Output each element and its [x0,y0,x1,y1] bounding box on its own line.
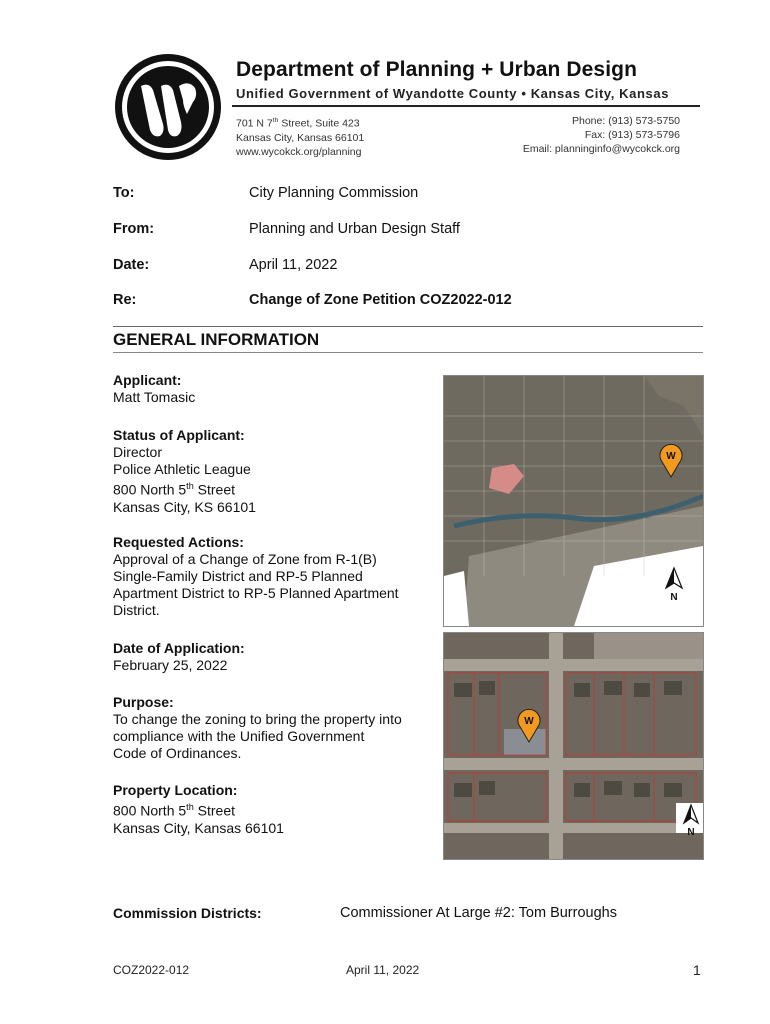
from-label: From: [113,221,155,237]
wyandotte-logo [113,52,223,162]
date-application-value: February 25, 2022 [113,657,228,673]
applicant-block [113,372,431,406]
area-overview-map [443,375,704,627]
header-divider [232,105,700,107]
status-line: 800 North 5th Street [113,481,236,498]
north-arrow-icon [680,803,702,837]
address-line-2: Kansas City, Kansas 66101 [236,131,365,144]
email-link[interactable]: Email: planninginfo@wycokck.org [522,143,680,155]
status-line: Police Athletic League [113,461,251,477]
office-contact [480,114,680,156]
location-line: 800 North 5th Street [113,802,236,819]
purpose-label: Purpose: [113,694,174,710]
parcel-map-graphic [444,633,703,859]
date-application-block [113,640,431,674]
location-line: Kansas City, Kansas 66101 [113,819,284,836]
date-application-label: Date of Application: [113,640,245,656]
requested-line: District. [113,602,160,618]
section-divider-bottom [113,352,703,353]
north-label: N [687,827,695,837]
footer-date: April 11, 2022 [346,963,420,977]
fax-number: Fax: (913) 573-5796 [584,129,680,141]
svg-text:W: W [666,451,676,462]
to-label: To: [113,185,135,201]
requested-line: Approval of a Change of Zone from R-1(B) [113,551,377,567]
date-label: Date: [113,257,150,273]
requested-line: Single-Family District and RP-5 Planned [113,568,363,584]
re-value: Change of Zone Petition COZ2022-012 [249,292,512,308]
north-label: N [670,592,678,602]
website-link[interactable]: www.wycokck.org/planning [236,145,362,158]
purpose-block [113,694,431,762]
department-title: Department of Planning + Urban Design [236,58,637,81]
property-marker-icon [516,707,542,743]
applicant-label: Applicant: [113,372,182,388]
date-value: April 11, 2022 [249,257,338,273]
from-value: Planning and Urban Design Staff [249,221,460,237]
address-line-1: 701 N 7th Street, Suite 423 [236,117,360,130]
page-number: 1 [693,962,701,978]
department-subtitle: Unified Government of Wyandotte County • Kansas City, Kansas [236,86,670,101]
purpose-line: compliance with the Unified Government [113,728,365,744]
svg-text:W: W [524,716,534,727]
section-title: GENERAL INFORMATION [113,330,320,349]
requested-line: Apartment District to RP-5 Planned Apartment [113,585,399,601]
location-label: Property Location: [113,782,238,798]
phone-number: Phone: (913) 573-5750 [572,115,680,127]
north-arrow-icon [662,566,686,602]
applicant-value: Matt Tomasic [113,389,196,405]
commission-districts-label: Commission Districts: [113,905,262,921]
location-block [113,782,431,837]
status-label: Status of Applicant: [113,427,245,443]
footer-case-number: COZ2022-012 [113,963,190,977]
status-block [113,427,431,516]
section-divider-top [113,326,703,327]
commission-districts-value: Commissioner At Large #2: Tom Burroughs [340,905,617,921]
requested-block [113,534,431,619]
re-label: Re: [113,292,137,308]
status-line: Director [113,444,163,460]
status-line: Kansas City, KS 66101 [113,498,256,515]
purpose-line: Code of Ordinances. [113,745,242,761]
parcel-aerial-map [443,632,704,860]
purpose-line: To change the zoning to bring the property into [113,711,402,727]
to-value: City Planning Commission [249,185,419,201]
requested-label: Requested Actions: [113,534,244,550]
office-address [236,114,364,159]
location-marker-icon [658,442,684,478]
